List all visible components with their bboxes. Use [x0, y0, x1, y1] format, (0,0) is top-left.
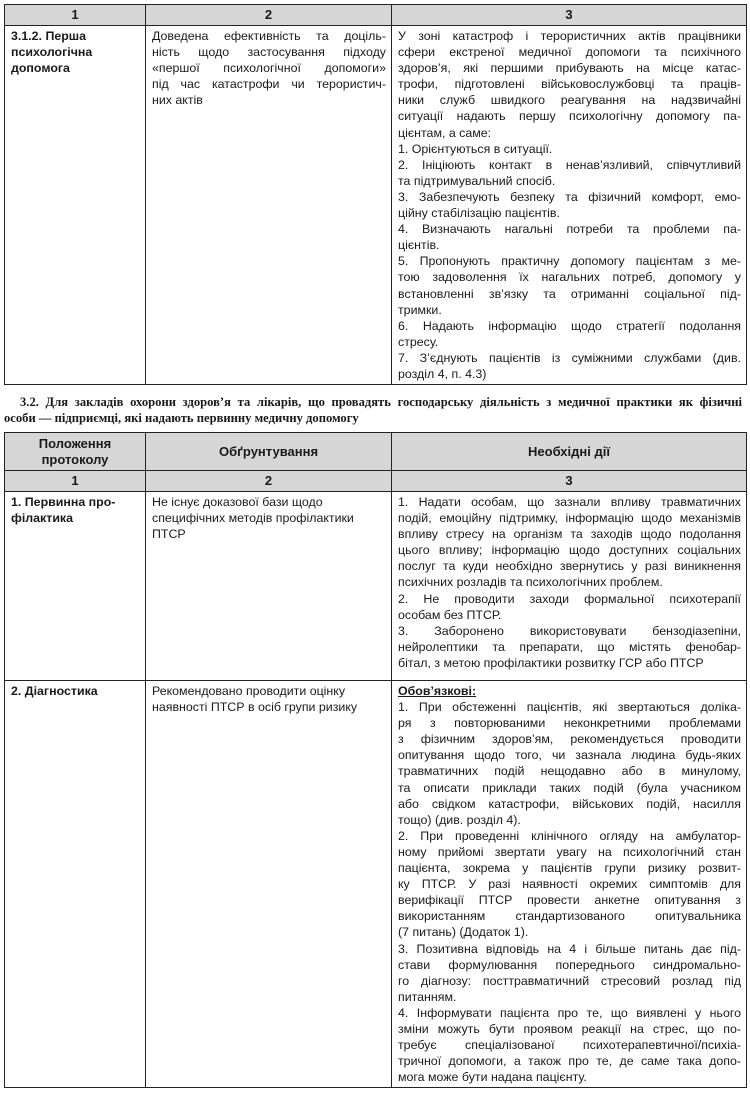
justification-cell — [146, 492, 392, 681]
text-line: У зоні катастроф і терористичних актів працівники — [398, 29, 741, 43]
position-lines — [11, 28, 140, 76]
text-line: цієнтам, а саме: — [398, 125, 492, 140]
protocol-position-cell — [5, 492, 146, 681]
actions-heading: Обов’язкові: — [398, 684, 477, 698]
text-line: пацієнта, зокрема у пацієнтів групи ризику розвит- — [398, 861, 741, 876]
text-line: тричної допомоги, а також про те, де саме така допо- — [398, 1054, 741, 1069]
column-number-2: 2 — [146, 471, 392, 492]
text-line: наявності ПТСР в осіб групи ризику — [152, 700, 358, 715]
section-title-line: особи — підприємці, які надають первинну медичну допомогу — [4, 411, 359, 425]
text-line: цієнтів. — [398, 238, 440, 253]
text-line: 1. При обстеженні пацієнтів, які звертаються доліка- — [398, 700, 741, 715]
column-number-2: 2 — [146, 5, 392, 26]
column-number-row — [5, 5, 747, 26]
table-row — [5, 492, 747, 681]
text-line: психічних розладів та психологічних проблем. — [398, 575, 663, 590]
text-line: питанням. — [398, 989, 457, 1004]
text-line: тою задоволення їх нагальних потреб, допомогу у — [398, 270, 741, 285]
justification-cell — [146, 26, 392, 385]
table-row — [5, 681, 747, 1088]
text-line: 2. Не проводити заходи формальної психотерапії — [398, 591, 741, 606]
actions-lines — [398, 494, 741, 671]
text-line: них актів — [152, 93, 203, 108]
actions-lines — [398, 699, 741, 1085]
text-line: цього впливу; інформацію щодо доступних соціальних — [398, 543, 741, 558]
text-line: використанням стандартизованого опитувальника — [398, 909, 741, 924]
actions-cell — [392, 26, 747, 385]
text-line: го діагнозу: посттравматичний стресовий розлад під — [398, 973, 741, 988]
section-title-line: 3.2. Для закладів охорони здоров’я та лікарів, що провадять господарську діяльність з медичної практики як фізичні — [20, 395, 742, 409]
text-line: філактика — [11, 511, 74, 526]
protocol-table-continued — [4, 4, 747, 385]
text-line: сфери екстреної медичної допомоги та психічного — [398, 45, 741, 60]
position-lines — [11, 494, 140, 526]
text-line: Рекомендовано проводити оцінку — [152, 684, 346, 698]
text-line: 1. Надати особам, що зазнали впливу травматичних — [398, 495, 741, 509]
header-actions: Необхідні дії — [392, 433, 747, 471]
header-justification: Обґрунтування — [146, 433, 392, 471]
text-line: послуг та куди необхідно звернутись у разі виникнення — [398, 559, 741, 574]
text-line: верифікації ПТСР провести анкетне опитування з — [398, 893, 741, 908]
text-line: та описати приклади таких подій (була учасником — [398, 780, 741, 795]
text-line: ря з повторюваними неконкретними проблемами — [398, 716, 741, 731]
text-line: требує спеціалізованої психотерапевтичної/психіа- — [398, 1038, 741, 1053]
text-line: 3. Заборонено використовувати бензодіазепіни, — [398, 623, 741, 638]
text-line: впливу стресу на організм та заходів щодо подолання — [398, 527, 741, 542]
text-line: допомога — [11, 61, 70, 76]
text-line: Не існує доказової бази щодо — [152, 495, 323, 509]
text-line: особам без ПТСР. — [398, 607, 502, 622]
protocol-position-cell — [5, 26, 146, 385]
header-position — [5, 433, 146, 471]
text-line: під час катастрофи чи терористич- — [152, 77, 386, 92]
header-position-line: протоколу — [41, 451, 109, 467]
text-line: ПТСР — [152, 527, 186, 542]
justification-lines — [152, 683, 386, 715]
text-line: травматичних подій нещодавно або в минулому, — [398, 764, 741, 779]
text-line: 6. Надають інформацію щодо стратегії подолання — [398, 318, 741, 333]
text-line: 1. Первинна про- — [11, 495, 116, 509]
text-line: Доведена ефективність та доціль- — [152, 29, 386, 43]
text-line: стави формулювання попереднього синдромально- — [398, 957, 741, 972]
column-number-3: 3 — [392, 471, 747, 492]
column-number-row — [5, 471, 747, 492]
text-line: тримки. — [398, 302, 442, 317]
text-line: бітал, з метою профілактики розвитку ГСР або ПТСР — [398, 655, 704, 670]
text-line: 4. Визначають нагальні потреби та проблеми па- — [398, 222, 741, 237]
text-line: ники служб швидкого реагування на надзвичайні — [398, 93, 741, 108]
text-line: та підтримувальний спосіб. — [398, 173, 556, 188]
justification-cell — [146, 681, 392, 1088]
text-line: зміни можуть бути проявом реакції на стрес, що по- — [398, 1021, 741, 1036]
text-line: 3. Позитивна відповідь на 4 і більше питань дає під- — [398, 941, 741, 956]
text-line: ситуації надають першу психологічну допомогу па- — [398, 109, 741, 124]
text-line: подій, емоційну підтримку, інформацію щодо механізмів — [398, 511, 741, 526]
text-line: (7 питань) (Додаток 1). — [398, 925, 529, 940]
position-lines — [11, 683, 140, 699]
text-line: 2. Ініціюють контакт в ненав’язливий, співчутливий — [398, 157, 741, 172]
text-line: нейролептики та препарати, що містять фенобар- — [398, 639, 741, 654]
header-row — [5, 433, 747, 471]
table-row — [5, 26, 747, 385]
column-number-3: 3 — [392, 5, 747, 26]
text-line: 2. Діагностика — [11, 684, 98, 698]
justification-lines — [152, 494, 386, 542]
text-line: трофи, підготовлені військовослужбовці та праців- — [398, 77, 741, 92]
text-line: ку ПТСР. У разі наявності окремих симптомів для — [398, 877, 741, 892]
section-title — [4, 394, 742, 426]
actions-cell — [392, 681, 747, 1088]
text-line: 3. Забезпечують безпеку та фізичний комфорт, емо- — [398, 189, 741, 204]
text-line: «першої психологічної допомоги» — [152, 61, 386, 76]
text-line: мога може бути надана пацієнту. — [398, 1070, 587, 1085]
text-line: з фізичним здоров’ям, рекомендується проводити — [398, 732, 741, 747]
text-line: специфічних методів профілактики — [152, 511, 354, 526]
actions-cell — [392, 492, 747, 681]
text-line: 4. Інформувати пацієнта про те, що виявлені у нього — [398, 1005, 741, 1020]
text-line: стресу. — [398, 334, 439, 349]
text-line: 2. При проведенні клінічного огляду на амбулатор- — [398, 828, 741, 843]
text-line: встановленні зв’язку та отриманні соціальної під- — [398, 286, 741, 301]
protocol-table-primary-care — [4, 432, 747, 1088]
header-position-line: Положення — [38, 435, 112, 451]
text-line: тощо) (див. розділ 4). — [398, 812, 521, 827]
text-line: психологічна — [11, 45, 93, 60]
text-line: 7. З’єднують пацієнтів із суміжними службами (див. — [398, 350, 741, 365]
column-number-1: 1 — [5, 471, 146, 492]
text-line: 1. Орієнтуються в ситуації. — [398, 141, 553, 156]
text-line: розділ 4, п. 4.3) — [398, 366, 487, 381]
text-line: ність щодо застосування підходу — [152, 45, 386, 60]
justification-lines — [152, 28, 386, 108]
text-line: здоров’я, які першими прибувають на місце катас- — [398, 61, 741, 76]
protocol-position-cell — [5, 681, 146, 1088]
actions-lines — [398, 28, 741, 382]
text-line: ційну стабілізацію пацієнтів. — [398, 206, 560, 221]
text-line: 3.1.2. Перша — [11, 29, 87, 43]
text-line: або свідком катастрофи, військових подій, насилля — [398, 796, 741, 811]
text-line: 5. Пропонують практичну допомогу пацієнтам з ме- — [398, 254, 741, 269]
text-line: опитування щодо того, чи зазнала людина будь-яких — [398, 748, 741, 763]
column-number-1: 1 — [5, 5, 146, 26]
text-line: ному прийомі звертати увагу на психологічний стан — [398, 844, 741, 859]
